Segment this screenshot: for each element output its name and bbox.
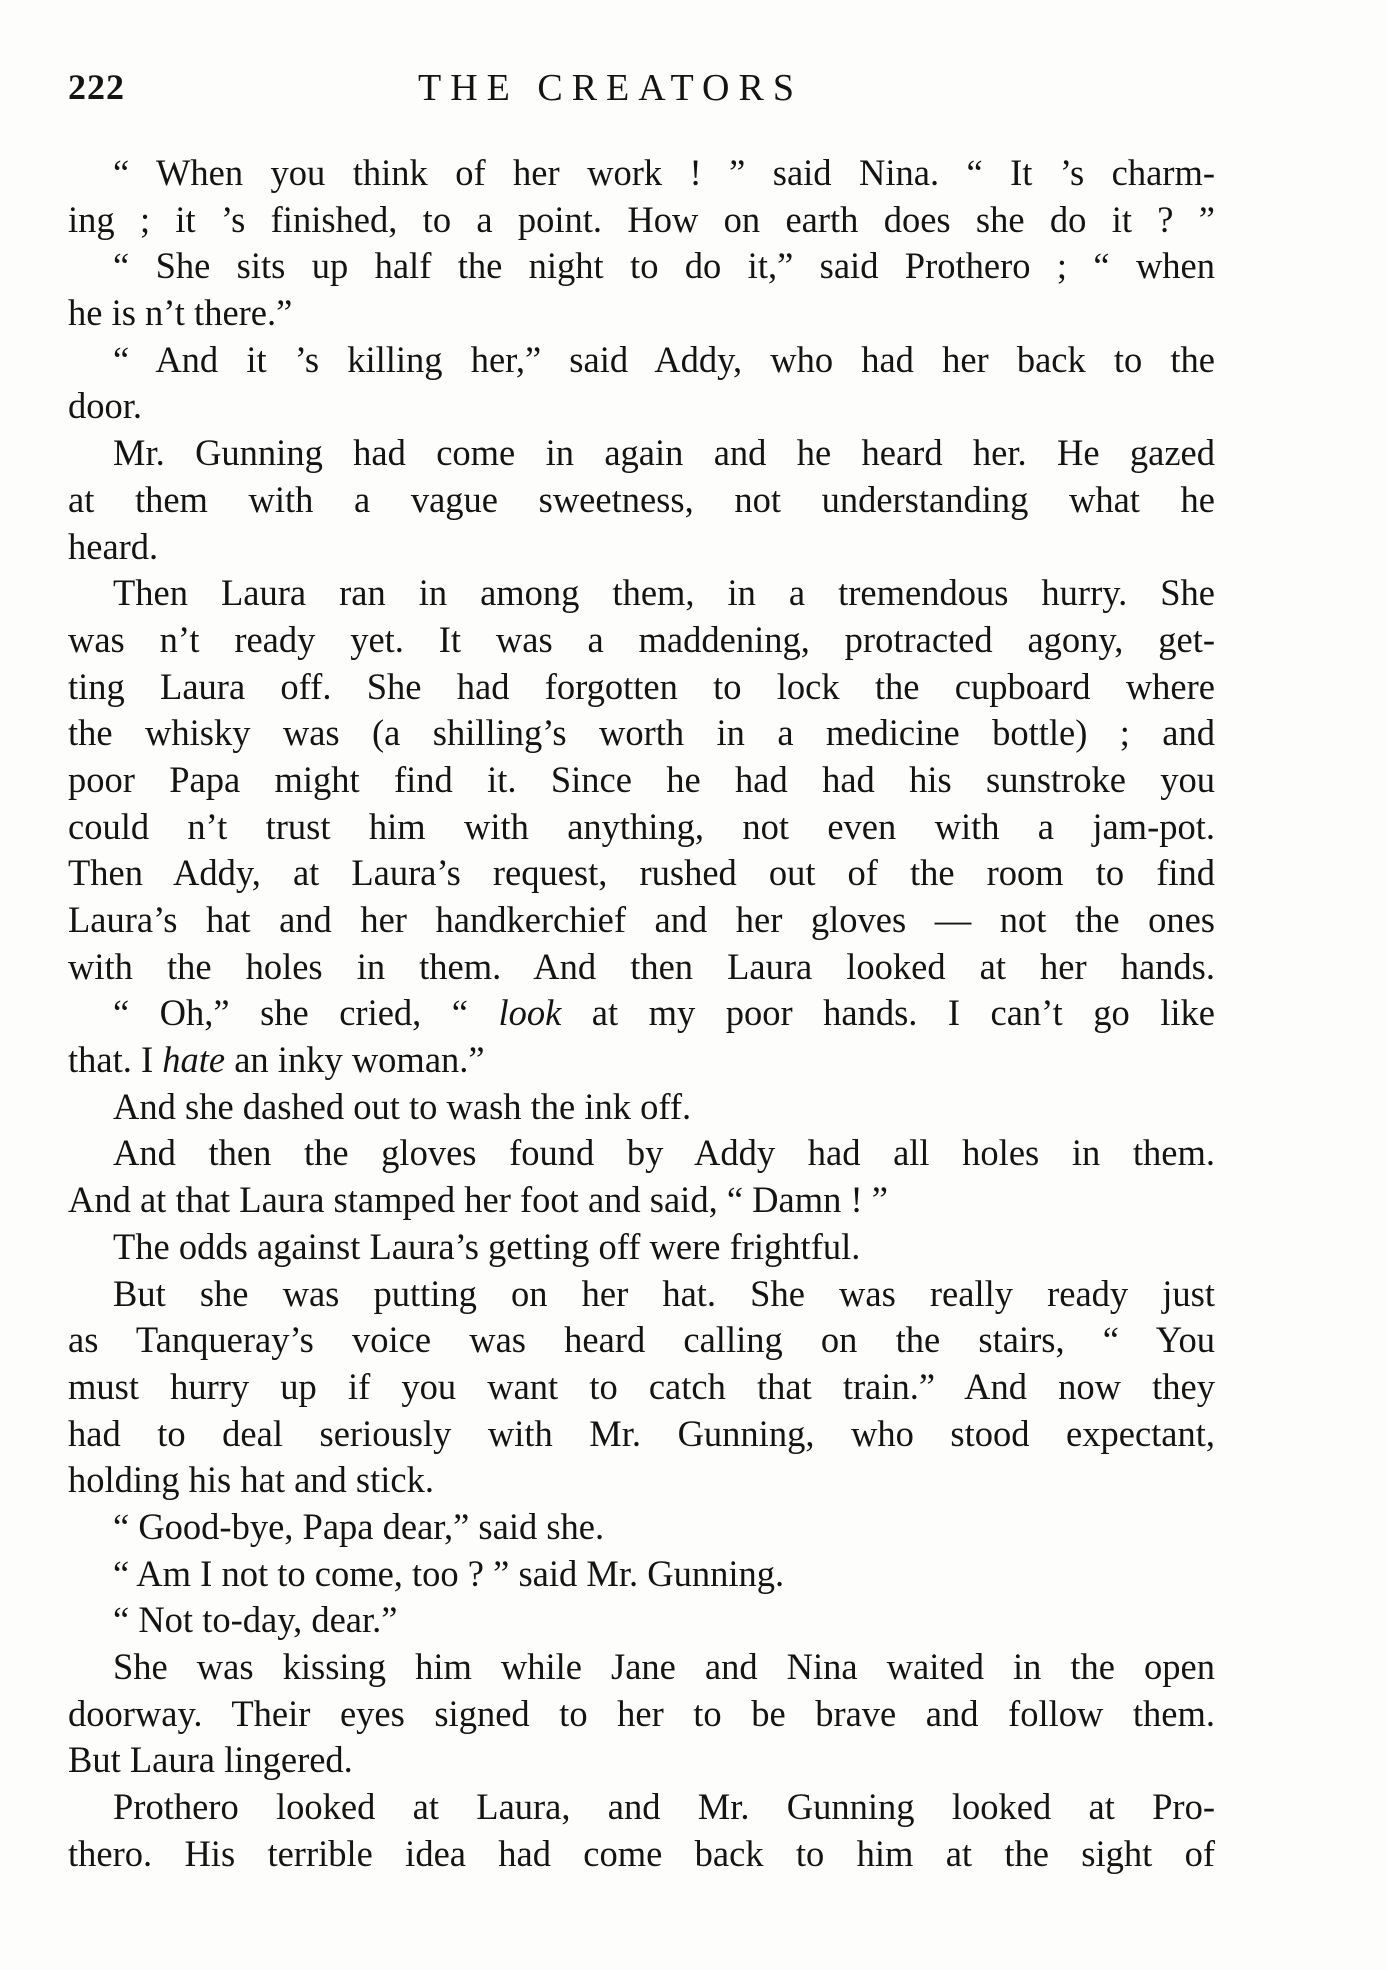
text-segment: “ Oh,” she cried, “ <box>113 992 499 1034</box>
text-line: Prothero looked at Laura, and Mr. Gunning looked at Pro- <box>113 1786 1215 1828</box>
text-line: was n’t ready yet. It was a maddening, protracted agony, get- <box>68 618 1215 660</box>
italic-emphasis: hate <box>162 1039 226 1081</box>
text-line: And at that Laura stamped her foot and said, “ Damn ! ” <box>68 1179 888 1221</box>
page-number: 222 <box>68 67 125 107</box>
text-line: “ When you think of her work ! ” said Nina. “ It ’s charm- <box>113 152 1215 193</box>
text-line: holding his hat and stick. <box>68 1459 434 1501</box>
text-line <box>68 990 1215 1037</box>
text-line: must hurry up if you want to catch that train.” And now they <box>68 1365 1215 1407</box>
text-line: “ And it ’s killing her,” said Addy, who had her back to the <box>113 338 1215 380</box>
page-header <box>68 66 1215 126</box>
text-line: But she was putting on her hat. She was really ready just <box>113 1272 1215 1314</box>
body-text <box>68 150 1215 1877</box>
text-line: heard. <box>68 525 159 567</box>
text-segment: an inky woman.” <box>225 1039 485 1081</box>
text-line: thero. His terrible idea had come back to him at the sight of <box>68 1832 1215 1874</box>
text-line: And then the gloves found by Addy had all holes in them. <box>113 1132 1215 1174</box>
text-line: “ Am I not to come, too ? ” said Mr. Gunning. <box>113 1552 785 1594</box>
text-line: with the holes in them. And then Laura looked at her hands. <box>68 945 1215 987</box>
text-line: as Tanqueray’s voice was heard calling on the stairs, “ You <box>68 1319 1215 1361</box>
italic-emphasis: look <box>498 992 562 1034</box>
running-head: THE CREATORS <box>418 67 803 109</box>
text-line: doorway. Their eyes signed to her to be brave and follow them. <box>68 1692 1215 1734</box>
text-line: “ Not to-day, dear.” <box>113 1599 398 1641</box>
text-line: She was kissing him while Jane and Nina waited in the open <box>113 1646 1215 1687</box>
text-line: Then Laura ran in among them, in a tremendous hurry. She <box>113 572 1215 614</box>
text-line: ting Laura off. She had forgotten to lock the cupboard where <box>68 665 1215 707</box>
text-line <box>68 1037 1215 1084</box>
text-segment: that. I <box>68 1039 163 1081</box>
text-line: Mr. Gunning had come in again and he heard her. He gazed <box>113 432 1215 474</box>
text-line: And she dashed out to wash the ink off. <box>113 1085 692 1127</box>
text-line: could n’t trust him with anything, not even with a jam-pot. <box>68 805 1215 847</box>
text-line: But Laura lingered. <box>68 1739 353 1781</box>
text-line: Then Addy, at Laura’s request, rushed out of the room to find <box>68 852 1215 894</box>
text-line: “ Good-bye, Papa dear,” said she. <box>113 1505 605 1547</box>
text-line: ing ; it ’s finished, to a point. How on earth does she do it ? ” <box>68 198 1215 240</box>
text-line: he is n’t there.” <box>68 292 293 334</box>
text-line: door. <box>68 385 143 427</box>
text-line: the whisky was (a shilling’s worth in a medicine bottle) ; and <box>68 712 1215 754</box>
text-line: at them with a vague sweetness, not understanding what he <box>68 478 1215 520</box>
text-line: poor Papa might find it. Since he had had his sunstroke you <box>68 758 1215 800</box>
text-line: Laura’s hat and her handkerchief and her gloves — not the ones <box>68 899 1215 940</box>
text-line: had to deal seriously with Mr. Gunning, who stood expectant, <box>68 1412 1215 1454</box>
text-segment: at my poor hands. I can’t go like <box>561 992 1215 1034</box>
text-line: “ She sits up half the night to do it,” said Prothero ; “ when <box>113 245 1215 287</box>
text-line: The odds against Laura’s getting off were frightful. <box>113 1225 861 1267</box>
